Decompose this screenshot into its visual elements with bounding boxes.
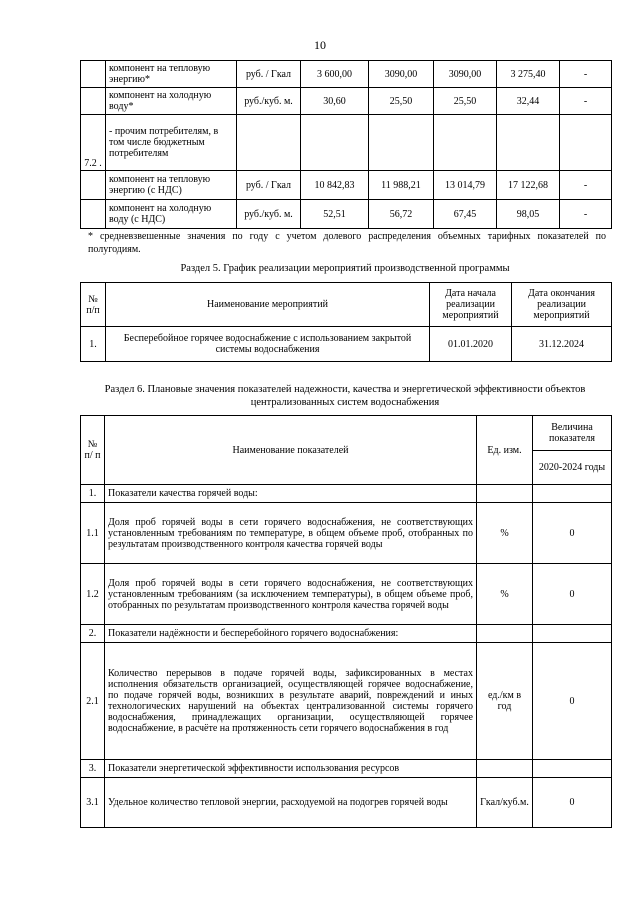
row-num (81, 88, 106, 115)
row-name: Показатели надёжности и бесперебойного горячего водоснабжения: (105, 625, 477, 643)
row-name: Доля проб горячей воды в сети горячего водоснабжения, не соответствующих установленным требованиям по температуре, в общем объеме проб, отобранных по результатам производственного контроля качества горячей воды (105, 503, 477, 564)
row-value: 0 (533, 503, 612, 564)
table-row (81, 643, 612, 760)
row-num: 1.1 (81, 503, 105, 564)
header-unit: Ед. изм. (477, 416, 533, 485)
value-cell (369, 115, 434, 171)
row-unit (477, 625, 533, 643)
value-cell: - (560, 200, 612, 229)
table-row (81, 327, 612, 362)
row-unit: руб./куб. м. (237, 200, 301, 229)
row-name: компонент на тепловую энергию (с НДС) (106, 171, 237, 200)
value-cell: 98,05 (497, 200, 560, 229)
row-name: компонент на холодную воду (с НДС) (106, 200, 237, 229)
table-row (81, 485, 612, 503)
header-num: № п/п (81, 283, 106, 327)
row-num: 2.1 (81, 643, 105, 760)
table-row (81, 88, 612, 115)
row-num: 3.1 (81, 778, 105, 828)
row-unit: % (477, 503, 533, 564)
section5-title: Раздел 5. График реализации мероприятий производственной программы (180, 263, 510, 274)
row-num: 1. (81, 327, 106, 362)
table-row (81, 564, 612, 625)
row-unit (237, 115, 301, 171)
row-num (81, 171, 106, 200)
header-name: Наименование показателей (105, 416, 477, 485)
row-num: 1.2 (81, 564, 105, 625)
page-number: 10 (314, 38, 326, 52)
value-cell: 3 600,00 (301, 61, 369, 88)
value-cell (560, 115, 612, 171)
value-cell: 3 275,40 (497, 61, 560, 88)
table-row (81, 200, 612, 229)
row-name: - прочим потребителям, в том числе бюджетным потребителям (106, 115, 237, 171)
table-row (81, 503, 612, 564)
row-unit: руб./куб. м. (237, 88, 301, 115)
table-row (81, 760, 612, 778)
value-cell: - (560, 61, 612, 88)
table-row (81, 61, 612, 88)
table-header-row (81, 283, 612, 327)
footnote: * средневзвешенные значения по году с учетом долевого распределения объемных тарифных показателей по полугодиям. (88, 231, 606, 255)
row-end: 31.12.2024 (512, 327, 612, 362)
value-cell: 52,51 (301, 200, 369, 229)
row-name: Доля проб горячей воды в сети горячего водоснабжения, не соответствующих установленным требованиям (за исключением температуры), в общем объеме проб, отобранных по результатам производственного контроля качества горячей воды (105, 564, 477, 625)
tariff-table (80, 60, 612, 229)
row-unit: ед./км в год (477, 643, 533, 760)
row-name: Бесперебойное горячее водоснабжение с использованием закрытой системы водоснабжения (106, 327, 430, 362)
header-end: Дата окончания реализации мероприятий (512, 283, 612, 327)
value-cell: - (560, 171, 612, 200)
row-name: компонент на холодную воду* (106, 88, 237, 115)
row-value (533, 485, 612, 503)
row-num: 2. (81, 625, 105, 643)
value-cell: 30,60 (301, 88, 369, 115)
value-cell: 3090,00 (369, 61, 434, 88)
value-cell: 56,72 (369, 200, 434, 229)
row-name: Удельное количество тепловой энергии, расходуемой на подогрев горячей воды (105, 778, 477, 828)
table-row (81, 115, 612, 171)
header-value: Величина показателя (533, 416, 612, 451)
row-name: Количество перерывов в подаче горячей воды, зафиксированных в местах исполнения обязательств организацией, осуществляющей горячее водоснабжение, по подаче горячей воды, возникших в результате аварий, повреждений и иных технологических нарушений на объектах централизованной системы горячего водоснабжения, принадлежащих организации, осуществляющей горячее водоснабжение, в расчёте на протяженность сети горячего водоснабжения в год (105, 643, 477, 760)
row-value (533, 760, 612, 778)
row-value (533, 625, 612, 643)
row-unit (477, 760, 533, 778)
section6-table (80, 415, 612, 828)
row-num (81, 61, 106, 88)
row-unit: руб. / Гкал (237, 61, 301, 88)
value-cell: 10 842,83 (301, 171, 369, 200)
row-value: 0 (533, 564, 612, 625)
value-cell: 67,45 (434, 200, 497, 229)
table-header-row (81, 416, 612, 451)
row-unit: Гкал/куб.м. (477, 778, 533, 828)
row-unit (477, 485, 533, 503)
row-num: 7.2 . (81, 115, 106, 171)
row-num: 3. (81, 760, 105, 778)
table-row (81, 778, 612, 828)
value-cell: 13 014,79 (434, 171, 497, 200)
value-cell: 25,50 (369, 88, 434, 115)
row-num (81, 200, 106, 229)
section6-title: Раздел 6. Плановые значения показателей надежности, качества и энергетической эффективности объектов централизованных систем водоснабжения (104, 384, 586, 408)
value-cell: 25,50 (434, 88, 497, 115)
row-value: 0 (533, 643, 612, 760)
row-name: компонент на тепловую энергию* (106, 61, 237, 88)
value-cell (434, 115, 497, 171)
value-cell (497, 115, 560, 171)
header-start: Дата начала реализации мероприятий (430, 283, 512, 327)
row-unit: % (477, 564, 533, 625)
value-cell: - (560, 88, 612, 115)
row-num: 1. (81, 485, 105, 503)
row-value: 0 (533, 778, 612, 828)
table-row (81, 625, 612, 643)
row-name: Показатели качества горячей воды: (105, 485, 477, 503)
header-num: № п/ п (81, 416, 105, 485)
value-cell (301, 115, 369, 171)
value-cell: 3090,00 (434, 61, 497, 88)
header-period: 2020-2024 годы (533, 451, 612, 485)
value-cell: 17 122,68 (497, 171, 560, 200)
table-row (81, 171, 612, 200)
row-start: 01.01.2020 (430, 327, 512, 362)
header-name: Наименование мероприятий (106, 283, 430, 327)
row-name: Показатели энергетической эффективности использования ресурсов (105, 760, 477, 778)
value-cell: 11 988,21 (369, 171, 434, 200)
section5-table (80, 282, 612, 362)
row-unit: руб. / Гкал (237, 171, 301, 200)
value-cell: 32,44 (497, 88, 560, 115)
